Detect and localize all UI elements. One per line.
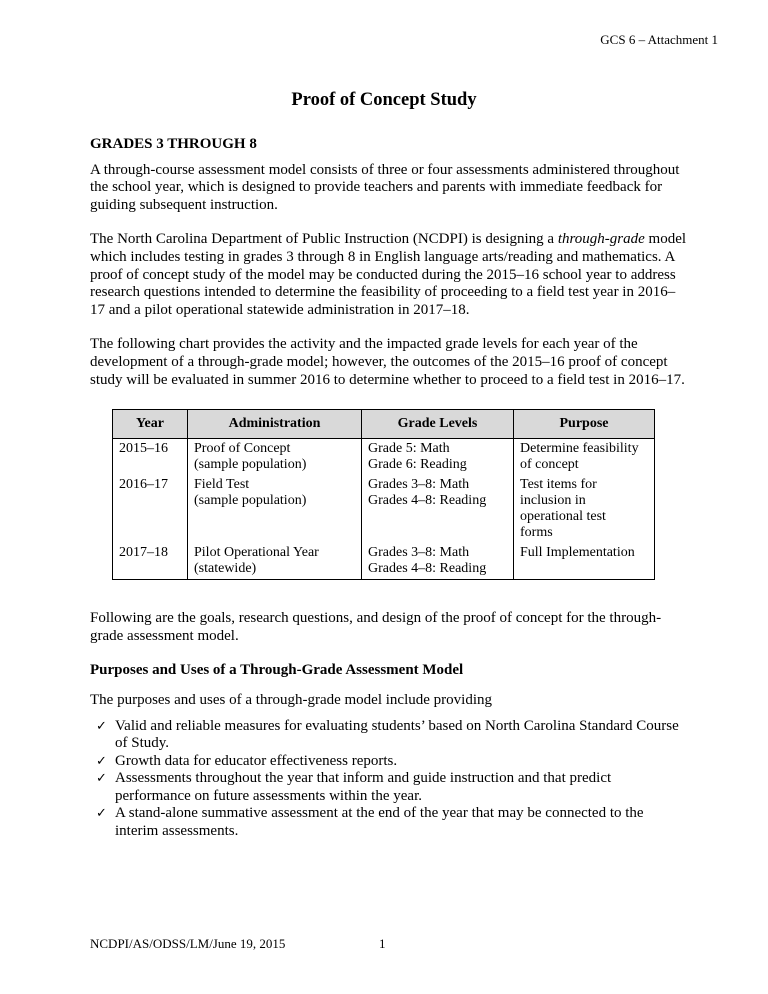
paragraph-following: Following are the goals, research questions, and design of the proof of concept for the through-grade assessment model. <box>90 610 662 644</box>
table-header-grade-levels: Grade Levels <box>362 410 514 439</box>
cell-line: operational test <box>520 509 606 525</box>
cell-line: of concept <box>520 457 579 473</box>
paragraph-ncdpi-after: model which includes testing in grades 3 through 8 in English language arts/reading and mathematics. A proof of concept study of the model may be conducted during the 2015–16 school year to address research questions intended to determine the feasibility of proceeding to a field test year in 2016–17 and a pilot operational statewide administration in 2017–18. <box>90 231 687 318</box>
table-cell-grade-levels <box>362 543 514 580</box>
cell-line: Test items for <box>520 477 597 493</box>
cell-line: Grade 6: Reading <box>368 457 467 473</box>
paragraph-chart-intro: The following chart provides the activity and the impacted grade levels for each year of the development of a through-grade model; however, the outcomes of the 2015–16 proof of concept study will be evaluated in summer 2016 to determine whether to proceed to a field test in 2016–17. <box>90 336 685 388</box>
cell-line: inclusion in <box>520 493 586 509</box>
table-row <box>113 543 655 580</box>
purposes-intro: The purposes and uses of a through-grade model include providing <box>90 691 492 708</box>
checkmark-icon: ✓ <box>96 753 107 769</box>
table-cell-administration <box>188 439 362 476</box>
table-cell-grade-levels <box>362 439 514 476</box>
cell-line: Full Implementation <box>520 545 635 561</box>
cell-line: forms <box>520 525 553 541</box>
table-cell-year: 2015–16 <box>113 439 188 476</box>
table-header-administration: Administration <box>188 410 362 439</box>
purposes-list <box>96 718 690 841</box>
cell-line: Grade 5: Math <box>368 441 450 457</box>
list-item-text: Valid and reliable measures for evaluating students’ based on North Carolina Standard Course of Study. <box>115 717 679 752</box>
purposes-heading: Purposes and Uses of a Through-Grade Assessment Model <box>90 662 464 679</box>
list-item-text: Assessments throughout the year that inform and guide instruction and that predict performance on future assessments within the year. <box>115 770 612 804</box>
table-cell-purpose <box>514 543 655 580</box>
table-cell-year: 2017–18 <box>113 543 188 580</box>
paragraph-ncdpi-before: The North Carolina Department of Public Instruction (NCDPI) is designing a <box>90 231 558 248</box>
list-item <box>96 753 690 771</box>
cell-line: Grades 3–8: Math <box>368 545 470 561</box>
table-cell-grade-levels <box>362 475 514 543</box>
cell-line: Determine feasibility <box>520 441 639 457</box>
cell-line: Grades 3–8: Math <box>368 477 470 493</box>
paragraph-ncdpi <box>90 231 690 319</box>
cell-line: Grades 4–8: Reading <box>368 561 487 577</box>
page-header: GCS 6 – Attachment 1 <box>600 32 718 47</box>
table-header-year: Year <box>113 410 188 439</box>
cell-line: Proof of Concept <box>194 441 291 457</box>
cell-line: (sample population) <box>194 457 307 473</box>
cell-line: Grades 4–8: Reading <box>368 493 487 509</box>
list-item-text: A stand-alone summative assessment at the end of the year that may be connected to the interim assessments. <box>115 805 644 840</box>
table-cell-administration <box>188 543 362 580</box>
table-cell-administration <box>188 475 362 543</box>
paragraph-ncdpi-italic: through-grade <box>557 231 645 248</box>
footer-page-number: 1 <box>379 936 386 951</box>
activity-table <box>112 409 655 580</box>
list-item <box>96 770 690 805</box>
cell-line: (sample population) <box>194 493 307 509</box>
table-row <box>113 439 655 476</box>
checkmark-icon: ✓ <box>96 806 107 822</box>
table-cell-purpose <box>514 439 655 476</box>
section-heading: GRADES 3 THROUGH 8 <box>90 136 257 152</box>
footer-document-id: NCDPI/AS/ODSS/LM/June 19, 2015 <box>90 936 286 951</box>
document-body <box>90 136 690 841</box>
checkmark-icon: ✓ <box>96 718 107 734</box>
page-title: Proof of Concept Study <box>291 90 477 110</box>
list-item-text: Growth data for educator effectiveness reports. <box>115 752 398 769</box>
cell-line: Pilot Operational Year <box>194 545 319 561</box>
list-item <box>96 805 690 840</box>
checkmark-icon: ✓ <box>96 771 107 787</box>
list-item <box>96 718 690 753</box>
table-cell-year: 2016–17 <box>113 475 188 543</box>
table-header-purpose: Purpose <box>514 410 655 439</box>
cell-line: Field Test <box>194 477 250 493</box>
table-row <box>113 475 655 543</box>
cell-line: (statewide) <box>194 561 257 577</box>
paragraph-intro: A through-course assessment model consists of three or four assessments administered throughout the school year, which is designed to provide teachers and parents with immediate feedback for guiding subsequent instruction. <box>90 161 680 213</box>
table-header-row <box>113 410 655 439</box>
table-cell-purpose <box>514 475 655 543</box>
